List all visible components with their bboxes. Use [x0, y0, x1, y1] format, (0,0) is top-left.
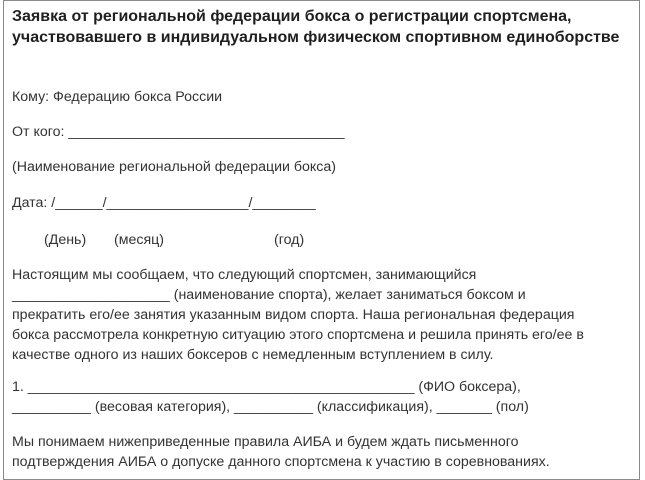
document-title: Заявка от региональной федерации бокса о регистрации спортсмена, участвовавшего в индивидуальном физическом спортивном единоборстве [12, 8, 620, 46]
sender-line: От кого: ___________________________________ [12, 124, 345, 140]
statement-line: бокса рассмотрела конкретную ситуацию этого спортсмена и решила принять его/ее в [12, 327, 584, 343]
date-month-caption: (месяц) [114, 232, 164, 248]
document-frame [3, 0, 640, 480]
statement-line: Настоящим мы сообщаем, что следующий спортсмен, занимающийся [12, 267, 477, 283]
statement-paragraph [12, 265, 636, 365]
date-year-caption: (год) [274, 232, 305, 248]
recipient-line: Кому: Федерацию бокса России [12, 89, 223, 105]
statement-line: ____________________ (наименование спорта), желает заниматься боксом и [12, 287, 526, 303]
confirmation-line: Мы понимаем нижеприведенные правила АИБА и будем ждать письменного [12, 434, 519, 450]
boxer-details-line: __________ (весовая категория), __________ (классификация), _______ (пол) [12, 399, 529, 415]
confirmation-paragraph [12, 432, 636, 472]
statement-line: качестве одного из наших боксеров с немедленным вступлением в силу. [12, 347, 494, 363]
date-day-caption: (День) [44, 232, 87, 248]
confirmation-line: подтверждения АИБА о допуске данного спортсмена к участию в соревнованиях. [12, 454, 550, 470]
boxer-name-line: 1. _________________________________________________ (ФИО боксера), [12, 379, 521, 395]
sender-note: (Наименование региональной федерации бокса) [12, 159, 336, 175]
statement-line: прекратить его/ее занятия указанным видом спорта. Наша региональная федерация [12, 307, 575, 323]
date-line: Дата: /______/__________________/________ [12, 195, 316, 211]
